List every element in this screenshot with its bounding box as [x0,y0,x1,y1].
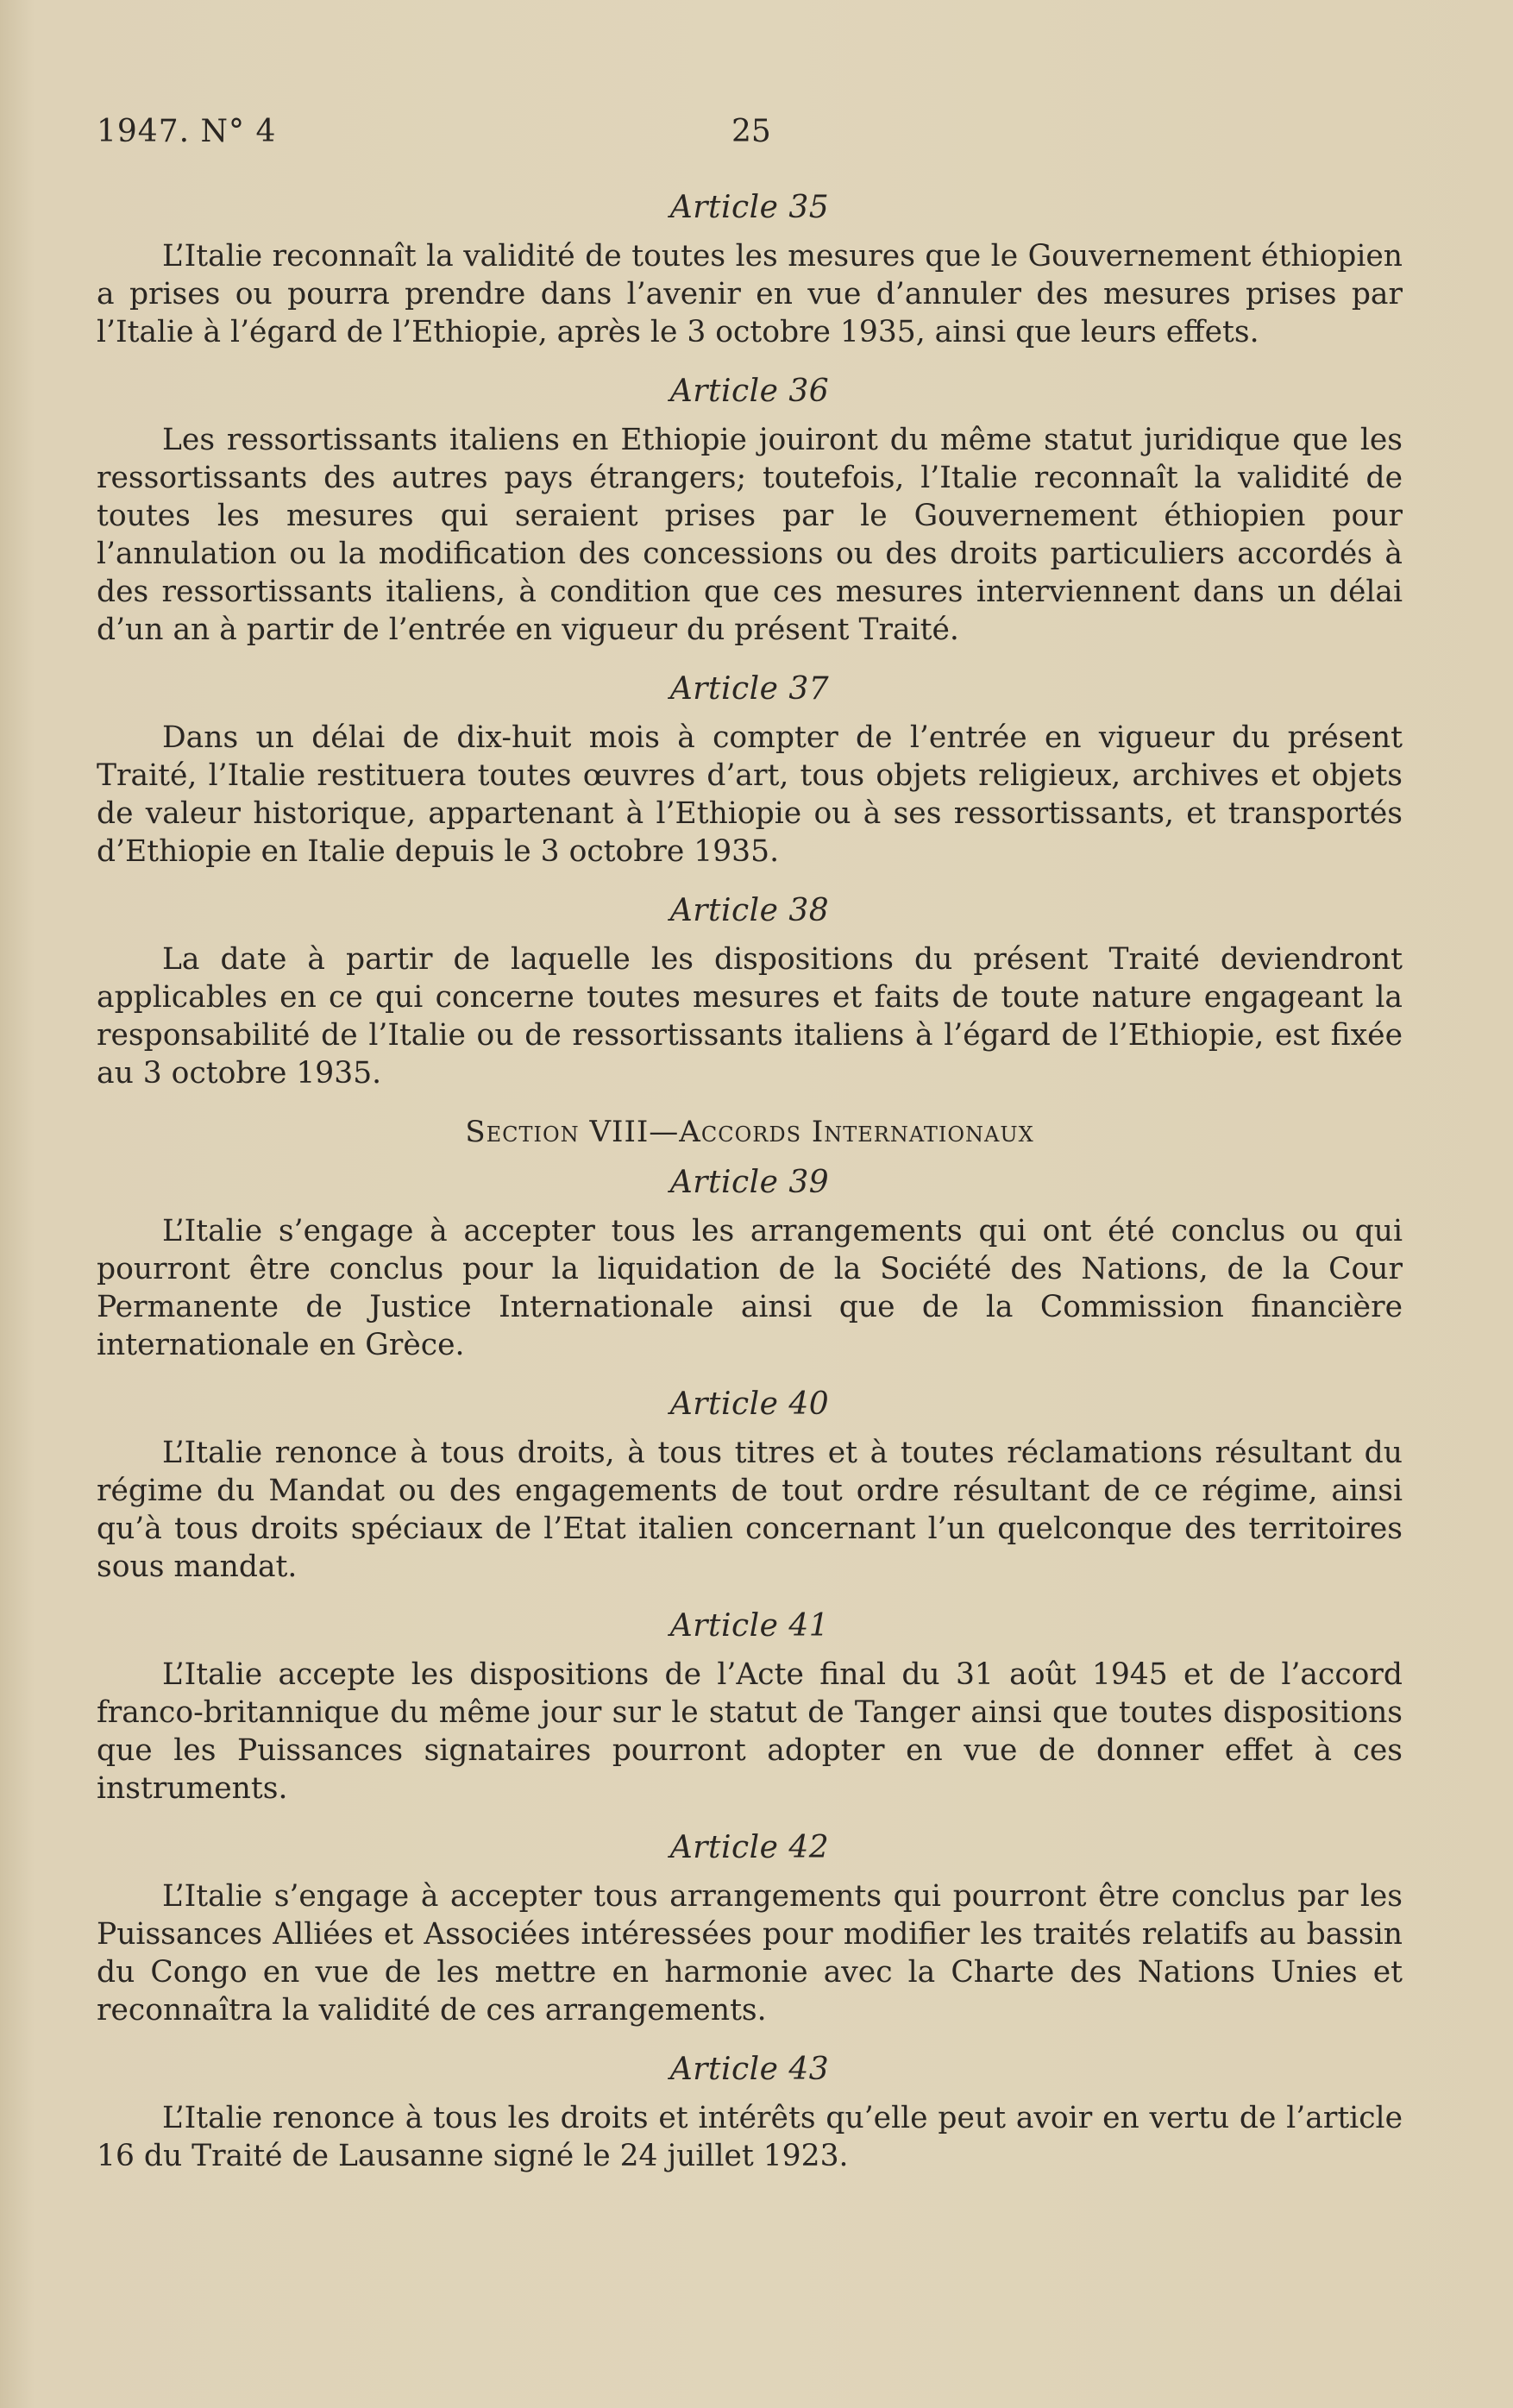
year-issue-number: 1947. N° 4 [97,114,277,149]
article-36-title: Article 36 [669,374,830,409]
article-37-title: Article 37 [669,671,830,707]
document-body [97,190,1403,2197]
article-40-title: Article 40 [669,1386,830,1422]
article-41-text: L’Italie accepte les dispositions de l’Acte final du 31 août 1945 et de l’accord franco-britannique du même jour sur le statut de Tanger ainsi que toutes dispositions que les Puissances signataires pourront adopter en vue de donner effet à ces instruments. [97,1657,1403,1806]
article-43-text: L’Italie renonce à tous les droits et intérêts qu’elle peut avoir en vertu de l’article 16 du Traité de Lausanne signé le 24 juillet 1923. [97,2101,1403,2173]
article-38-text: La date à partir de laquelle les dispositions du présent Traité deviendront applicables en ce qui concerne toutes mesures et faits de toute nature engageant la responsabilité de l’Italie ou de ressortissants italiens à l’égard de l’Ethiopie, est fixée au 3 octobre 1935. [97,942,1403,1091]
page-number: 25 [731,114,771,149]
page-header [97,114,1416,157]
article-35-text: L’Italie reconnaît la validité de toutes les mesures que le Gouvernement éthiopien a prises ou pourra prendre dans l’avenir en vue d’annuler des mesures prises par l’Italie à l’égard de l’Ethiopie, après le 3 octobre 1935, ainsi que leurs effets. [97,239,1403,349]
article-42-text: L’Italie s’engage à accepter tous arrangements qui pourront être conclus par les Puissances Alliées et Associées intéressées pour modifier les traités relatifs au bassin du Congo en vue de les mettre en harmonie avec la Charte des Nations Unies et reconnaîtra la validité de ces arrangements. [97,1879,1403,2028]
article-42-title: Article 42 [669,1830,830,1865]
article-39-title: Article 39 [669,1165,830,1200]
article-38-title: Article 38 [669,893,830,928]
article-40-text: L’Italie renonce à tous droits, à tous titres et à toutes réclamations résultant du régime du Mandat ou des engagements de tout ordre résultant de ce régime, ainsi qu’à tous droits spéciaux de l’Etat italien concernant l’un quelconque des territoires sous mandat. [97,1436,1403,1584]
article-39-text: L’Italie s’engage à accepter tous les arrangements qui ont été conclus ou qui pourront être conclus pour la liquidation de la Société des Nations, de la Cour Permanente de Justice Internationale ainsi que de la Commission financière internationale en Grèce. [97,1214,1403,1362]
article-35-title: Article 35 [669,190,830,225]
article-41-title: Article 41 [669,1608,830,1644]
article-43-title: Article 43 [669,2052,830,2087]
article-37-text: Dans un délai de dix-huit mois à compter de l’entrée en vigueur du présent Traité, l’Italie restituera toutes œuvres d’art, tous objets religieux, archives et objets de valeur historique, appartenant à l’Ethiopie ou à ses ressortissants, et transportés d’Ethiopie en Italie depuis le 3 octobre 1935. [97,720,1403,869]
section-viii-heading: Section VIII—Accords Internationaux [465,1115,1034,1149]
article-36-text: Les ressortissants italiens en Ethiopie jouiront du même statut juridique que les ressortissants des autres pays étrangers; toutefois, l’Italie reconnaît la validité de toutes les mesures qui seraient prises par le Gouvernement éthiopien pour l’annulation ou la modification des concessions ou des droits particuliers accordés à des ressortissants italiens, à condition que ces mesures interviennent dans un délai d’un an à partir de l’entrée en vigueur du présent Traité. [97,423,1403,647]
